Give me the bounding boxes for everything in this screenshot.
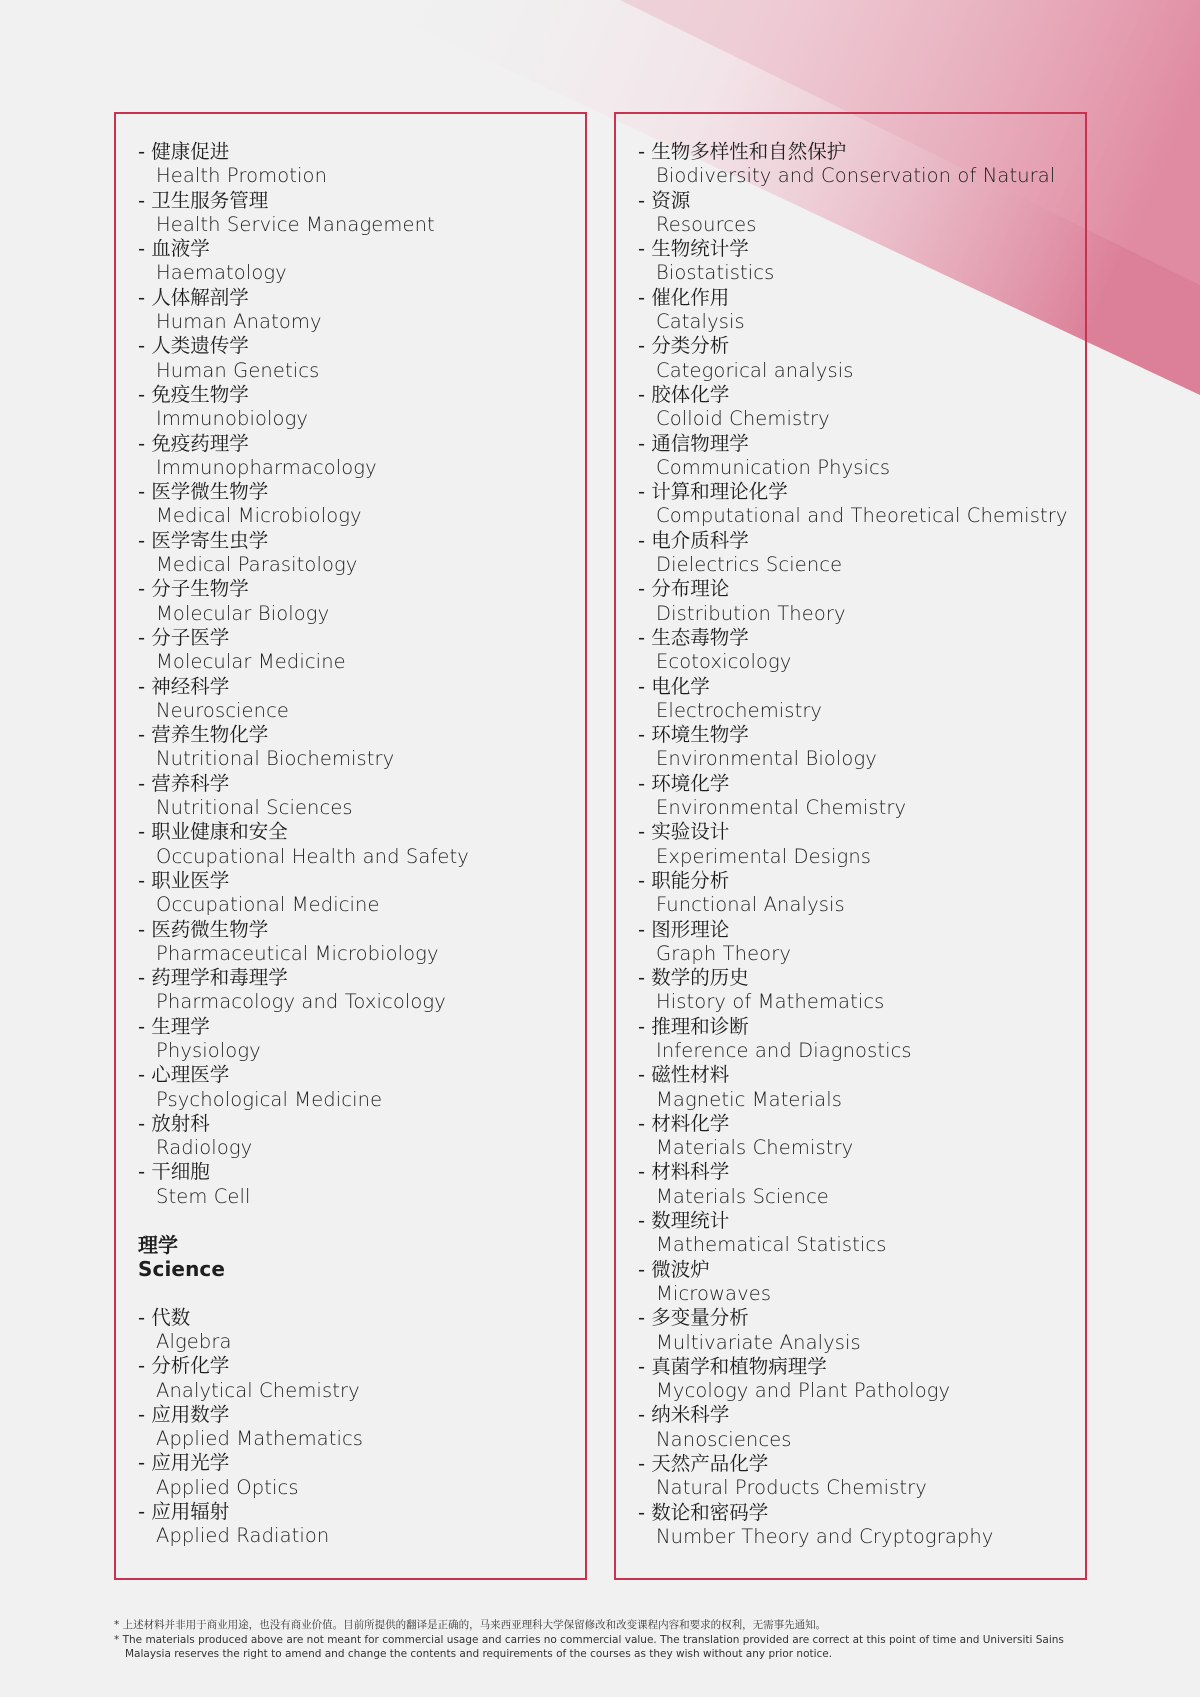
course-name-en: Immunobiology bbox=[156, 407, 309, 431]
course-name-zh: - 数理统计 bbox=[638, 1209, 730, 1233]
list-item bbox=[138, 189, 469, 238]
course-name-zh: - 医学微生物学 bbox=[138, 480, 269, 504]
course-name-en: Dielectrics Science bbox=[656, 553, 843, 577]
course-name-zh: - 神经科学 bbox=[138, 674, 230, 698]
course-name-en: Categorical analysis bbox=[656, 358, 854, 382]
list-item bbox=[638, 918, 1067, 967]
course-name-zh: - 材料科学 bbox=[638, 1160, 730, 1184]
course-name-en: Molecular Medicine bbox=[156, 650, 346, 674]
course-name-zh: - 材料化学 bbox=[638, 1111, 730, 1135]
course-name-en: Nutritional Sciences bbox=[156, 796, 353, 820]
list-item bbox=[638, 1501, 1067, 1550]
list-item bbox=[638, 772, 1067, 821]
course-name-zh: - 职业健康和安全 bbox=[138, 820, 288, 844]
list-item bbox=[638, 966, 1067, 1015]
list-item bbox=[138, 286, 469, 335]
course-name-en: Inference and Diagnostics bbox=[656, 1038, 912, 1062]
list-item bbox=[138, 723, 469, 772]
course-name-en: Microwaves bbox=[656, 1281, 772, 1305]
course-name-en: Haematology bbox=[156, 261, 287, 285]
course-name-en: Physiology bbox=[156, 1038, 261, 1062]
list-item bbox=[638, 432, 1067, 481]
course-name-zh: - 分类分析 bbox=[638, 334, 730, 358]
course-name-zh: - 数论和密码学 bbox=[638, 1500, 769, 1524]
course-name-en: Graph Theory bbox=[656, 941, 791, 965]
course-name-zh: - 计算和理论化学 bbox=[638, 480, 788, 504]
disclaimer-footnote bbox=[114, 1618, 1094, 1662]
section-heading-zh: 理学 bbox=[138, 1233, 178, 1258]
course-name-en: Nutritional Biochemistry bbox=[156, 747, 395, 771]
course-name-zh: - 通信物理学 bbox=[638, 431, 749, 455]
list-item bbox=[638, 1112, 1067, 1161]
course-name-en: Natural Products Chemistry bbox=[656, 1476, 927, 1500]
list-item bbox=[138, 869, 469, 918]
course-name-en: Multivariate Analysis bbox=[656, 1330, 861, 1354]
course-name-en: Health Service Management bbox=[156, 212, 435, 236]
course-name-en: Algebra bbox=[156, 1329, 232, 1353]
list-item bbox=[138, 529, 469, 578]
course-name-zh: - 电介质科学 bbox=[638, 528, 749, 552]
course-name-zh: - 分子生物学 bbox=[138, 577, 249, 601]
course-name-en: Psychological Medicine bbox=[156, 1087, 383, 1111]
list-item bbox=[638, 577, 1067, 626]
course-name-zh: - 医学寄生虫学 bbox=[138, 528, 269, 552]
course-name-en: Materials Science bbox=[656, 1184, 829, 1208]
course-name-zh: - 分子医学 bbox=[138, 625, 230, 649]
course-name-zh: - 磁性材料 bbox=[638, 1063, 730, 1087]
course-name-en: Molecular Biology bbox=[156, 601, 330, 625]
course-name-zh: - 数学的历史 bbox=[638, 966, 749, 990]
course-name-zh: - 真菌学和植物病理学 bbox=[638, 1354, 827, 1378]
course-name-en-continued: Resources bbox=[656, 212, 757, 236]
course-name-en: Neuroscience bbox=[156, 698, 290, 722]
course-name-en: Experimental Designs bbox=[656, 844, 872, 868]
list-item bbox=[638, 1015, 1067, 1064]
course-name-en: Medical Parasitology bbox=[156, 553, 358, 577]
list-item bbox=[138, 1112, 469, 1161]
list-item bbox=[638, 675, 1067, 724]
course-name-zh: - 生物多样性和自然保护 bbox=[638, 140, 847, 163]
section-heading-en: Science bbox=[138, 1257, 226, 1282]
course-name-zh: - 血液学 bbox=[138, 237, 210, 261]
list-item bbox=[638, 140, 1067, 237]
right-course-panel bbox=[614, 112, 1087, 1580]
left-course-panel bbox=[114, 112, 587, 1580]
list-item bbox=[138, 383, 469, 432]
course-name-zh: - 代数 bbox=[138, 1305, 191, 1329]
course-name-zh: - 免疫生物学 bbox=[138, 382, 249, 406]
course-name-en: Ecotoxicology bbox=[656, 650, 792, 674]
course-name-zh: - 药理学和毒理学 bbox=[138, 966, 288, 990]
right-course-list bbox=[638, 140, 1067, 1549]
list-item bbox=[138, 140, 469, 189]
course-name-zh: - 实验设计 bbox=[638, 820, 730, 844]
course-name-en: Magnetic Materials bbox=[656, 1087, 842, 1111]
list-item bbox=[638, 1209, 1067, 1258]
list-item bbox=[638, 1355, 1067, 1404]
course-name-en: Nanosciences bbox=[656, 1427, 792, 1451]
course-name-zh: - 分析化学 bbox=[138, 1354, 230, 1378]
course-name-en: Environmental Biology bbox=[656, 747, 877, 771]
course-name-zh: - 生态毒物学 bbox=[638, 625, 749, 649]
list-item bbox=[638, 1306, 1067, 1355]
course-name-en: Human Anatomy bbox=[156, 310, 322, 334]
course-name-en: Number Theory and Cryptography bbox=[656, 1524, 994, 1548]
list-item bbox=[138, 577, 469, 626]
list-item bbox=[138, 1403, 469, 1452]
list-item bbox=[638, 529, 1067, 578]
list-item bbox=[138, 675, 469, 724]
course-name-en: Pharmacology and Toxicology bbox=[156, 990, 446, 1014]
course-name-en: Distribution Theory bbox=[656, 601, 846, 625]
list-item bbox=[138, 1500, 469, 1549]
course-name-zh: - 微波炉 bbox=[638, 1257, 710, 1281]
course-name-zh: - 环境生物学 bbox=[638, 723, 749, 747]
course-name-zh: - 电化学 bbox=[638, 674, 710, 698]
list-item bbox=[138, 1160, 469, 1209]
course-name-en: Applied Mathematics bbox=[156, 1427, 364, 1451]
list-item bbox=[138, 1451, 469, 1500]
disclaimer-en-line2: Malaysia reserves the right to amend and change the contents and requirements of the courses as they wish without any prior notice. bbox=[125, 1648, 833, 1660]
course-name-zh: - 纳米科学 bbox=[638, 1403, 730, 1427]
list-item bbox=[638, 820, 1067, 869]
course-name-zh: - 多变量分析 bbox=[638, 1306, 749, 1330]
course-name-zh: - 催化作用 bbox=[638, 285, 730, 309]
course-name-zh: - 免疫药理学 bbox=[138, 431, 249, 455]
list-item bbox=[638, 1403, 1067, 1452]
course-name-zh: - 医药微生物学 bbox=[138, 917, 269, 941]
list-item bbox=[138, 626, 469, 675]
course-name-zh: - 胶体化学 bbox=[638, 382, 730, 406]
list-item bbox=[138, 334, 469, 383]
course-name-en: Environmental Chemistry bbox=[656, 796, 907, 820]
list-item bbox=[638, 237, 1067, 286]
course-name-zh: - 人体解剖学 bbox=[138, 285, 249, 309]
course-name-zh: - 职业医学 bbox=[138, 868, 230, 892]
course-name-en: History of Mathematics bbox=[656, 990, 885, 1014]
list-item bbox=[138, 432, 469, 481]
course-name-zh: - 生理学 bbox=[138, 1014, 210, 1038]
course-name-en: Colloid Chemistry bbox=[656, 407, 830, 431]
course-name-zh: - 营养生物化学 bbox=[138, 723, 269, 747]
course-name-en: Stem Cell bbox=[156, 1184, 251, 1208]
list-item bbox=[638, 1452, 1067, 1501]
course-name-zh: - 天然产品化学 bbox=[638, 1452, 769, 1476]
list-item bbox=[638, 723, 1067, 772]
course-name-en: Materials Chemistry bbox=[656, 1136, 854, 1160]
list-item bbox=[138, 480, 469, 529]
course-name-zh: - 职能分析 bbox=[638, 868, 730, 892]
course-name-zh: - 推理和诊断 bbox=[638, 1014, 749, 1038]
list-item bbox=[638, 1063, 1067, 1112]
list-item bbox=[138, 1015, 469, 1064]
course-name-zh: - 健康促进 bbox=[138, 140, 230, 163]
course-name-en: Medical Microbiology bbox=[156, 504, 362, 528]
course-name-zh: - 心理医学 bbox=[138, 1063, 230, 1087]
course-name-zh: - 生物统计学 bbox=[638, 237, 749, 261]
course-name-en: Mycology and Plant Pathology bbox=[656, 1379, 951, 1403]
list-item bbox=[138, 1306, 469, 1355]
list-item bbox=[638, 334, 1067, 383]
course-name-zh: - 环境化学 bbox=[638, 771, 730, 795]
list-item bbox=[638, 1160, 1067, 1209]
course-name-en: Mathematical Statistics bbox=[656, 1233, 887, 1257]
list-item bbox=[138, 918, 469, 967]
course-name-en: Biodiversity and Conservation of Natural bbox=[656, 164, 1056, 188]
list-item bbox=[138, 772, 469, 821]
list-item bbox=[138, 966, 469, 1015]
course-name-en: Immunopharmacology bbox=[156, 455, 377, 479]
course-name-en: Health Promotion bbox=[156, 164, 328, 188]
course-name-zh: - 应用光学 bbox=[138, 1451, 230, 1475]
course-name-zh: - 应用数学 bbox=[138, 1402, 230, 1426]
list-item bbox=[638, 626, 1067, 675]
course-name-zh: - 干细胞 bbox=[138, 1160, 210, 1184]
list-item bbox=[138, 237, 469, 286]
course-name-zh: - 放射科 bbox=[138, 1111, 210, 1135]
list-item bbox=[638, 1258, 1067, 1307]
course-name-zh-continued: - 资源 bbox=[638, 188, 691, 212]
list-item bbox=[638, 480, 1067, 529]
course-name-zh: - 营养科学 bbox=[138, 771, 230, 795]
course-name-en: Catalysis bbox=[656, 310, 745, 334]
course-name-en: Occupational Health and Safety bbox=[156, 844, 469, 868]
course-name-en: Biostatistics bbox=[656, 261, 775, 285]
list-item bbox=[638, 383, 1067, 432]
course-name-zh: - 图形理论 bbox=[638, 917, 730, 941]
course-name-zh: - 分布理论 bbox=[638, 577, 730, 601]
course-name-en: Applied Radiation bbox=[156, 1524, 330, 1548]
list-item bbox=[138, 1063, 469, 1112]
list-item bbox=[138, 820, 469, 869]
left-course-list bbox=[138, 140, 469, 1549]
course-name-zh: - 卫生服务管理 bbox=[138, 188, 269, 212]
list-item bbox=[638, 286, 1067, 335]
disclaimer-en-line1: * The materials produced above are not meant for commercial usage and carries no commercial value. The translation provided are correct at this point of time and Universiti Sains bbox=[114, 1633, 1064, 1646]
course-name-en: Pharmaceutical Microbiology bbox=[156, 941, 439, 965]
course-name-en: Communication Physics bbox=[656, 455, 891, 479]
list-item bbox=[638, 869, 1067, 918]
section-heading-science bbox=[138, 1233, 469, 1282]
list-item bbox=[138, 1354, 469, 1403]
course-name-en: Electrochemistry bbox=[656, 698, 823, 722]
course-name-en: Human Genetics bbox=[156, 358, 320, 382]
course-name-en: Functional Analysis bbox=[656, 893, 845, 917]
course-name-en: Analytical Chemistry bbox=[156, 1378, 360, 1402]
course-name-en: Radiology bbox=[156, 1136, 253, 1160]
course-name-en: Occupational Medicine bbox=[156, 893, 380, 917]
course-name-zh: - 人类遗传学 bbox=[138, 334, 249, 358]
course-name-en: Computational and Theoretical Chemistry bbox=[656, 504, 1068, 528]
course-name-zh: - 应用辐射 bbox=[138, 1500, 230, 1524]
course-name-en: Applied Optics bbox=[156, 1475, 299, 1499]
disclaimer-zh: * 上述材料并非用于商业用途，也没有商业价值。目前所提供的翻译是正确的，马来西亚理科大学保留修改和改变课程内容和要求的权利，无需事先通知。 bbox=[114, 1619, 827, 1631]
